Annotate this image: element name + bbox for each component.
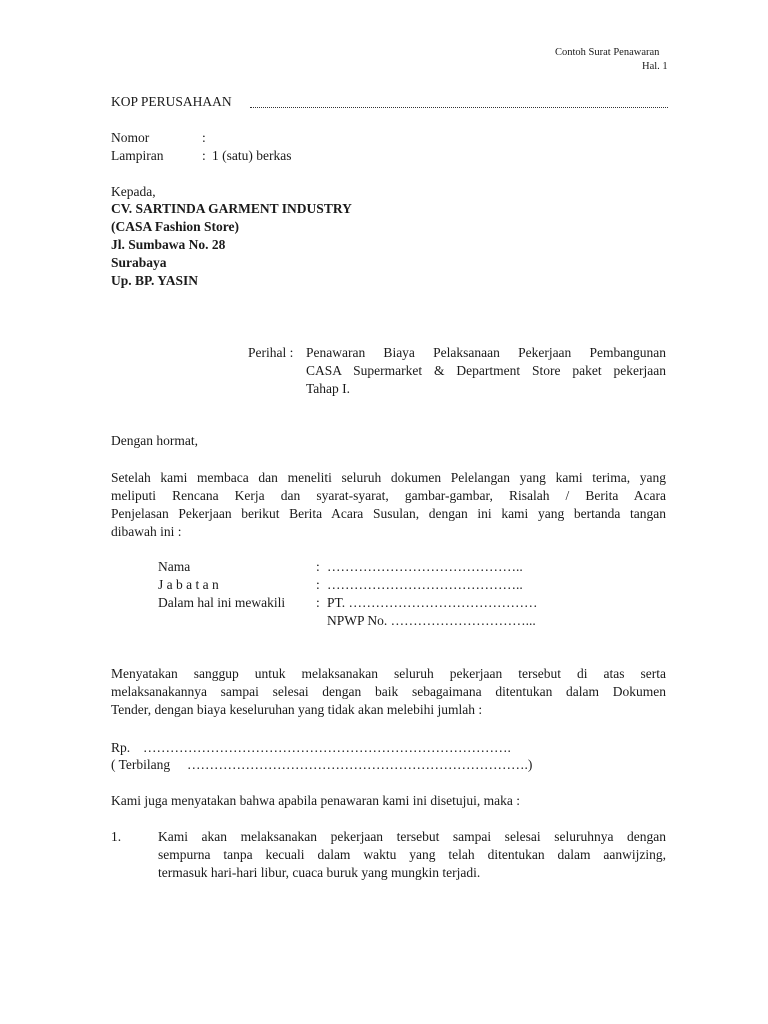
- jabatan-field: ……………………………………..: [327, 577, 523, 592]
- item-1-line-3: termasuk hari-hari libur, cuaca buruk yang mungkin terjadi.: [158, 865, 481, 880]
- para3: Kami juga menyatakan bahwa apabila penawaran kami ini disetujui, maka :: [111, 793, 520, 808]
- wakil-label: Dalam hal ini mewakili: [158, 595, 286, 610]
- wakil-colon: :: [316, 595, 320, 610]
- item-1-number: 1.: [111, 829, 122, 844]
- letterhead-dotted-line: [250, 107, 668, 108]
- lampiran-value: 1 (satu) berkas: [212, 148, 292, 163]
- nomor-label: Nomor: [111, 130, 150, 145]
- recipient-store: (CASA Fashion Store): [111, 219, 240, 234]
- perihal-line-1: Penawaran Biaya Pelaksanaan Pekerjaan Pembangunan: [306, 345, 666, 360]
- rp-label: Rp.: [111, 740, 131, 755]
- para2-line-1: Menyatakan sanggup untuk melaksanakan seluruh pekerjaan tersebut di atas serta: [111, 666, 666, 681]
- nama-label: Nama: [158, 559, 191, 574]
- header-page-number: Hal. 1: [642, 61, 668, 72]
- recipient-kepada: Kepada,: [111, 184, 156, 199]
- greeting: Dengan hormat,: [111, 433, 198, 448]
- perihal-line-2: CASA Supermarket & Department Store paket pekerjaan: [306, 363, 666, 378]
- nama-colon: :: [316, 559, 320, 574]
- rp-field: ……………………………………………………………………….: [143, 740, 511, 755]
- npwp-field: NPWP No. …………………………...: [327, 613, 536, 628]
- para1-line-3: Penjelasan Pekerjaan berikut Berita Acara Susulan, dengan ini kami yang bertanda tangan: [111, 506, 666, 521]
- para2-line-2: melaksanakannya sampai selesai dengan baik sebagaimana ditentukan dalam Dokumen: [111, 684, 666, 699]
- recipient-street: Jl. Sumbawa No. 28: [111, 237, 226, 252]
- company-field: PT. ……………………………………: [327, 595, 538, 610]
- item-1-line-1: Kami akan melaksanakan pekerjaan tersebut sampai selesai seluruhnya dengan: [158, 829, 666, 844]
- perihal-label: Perihal :: [248, 345, 294, 360]
- lampiran-label: Lampiran: [111, 148, 164, 163]
- header-title: Contoh Surat Penawaran: [555, 47, 660, 58]
- lampiran-colon: :: [202, 148, 206, 163]
- nomor-colon: :: [202, 130, 206, 145]
- recipient-company: CV. SARTINDA GARMENT INDUSTRY: [111, 201, 352, 216]
- recipient-attention: Up. BP. YASIN: [111, 273, 199, 288]
- letterhead-placeholder: KOP PERUSAHAAN: [111, 94, 232, 109]
- para1-line-1: Setelah kami membaca dan meneliti seluruh dokumen Pelelangan yang kami terima, yang: [111, 470, 666, 485]
- terbilang-label: ( Terbilang: [111, 757, 171, 772]
- perihal-line-3: Tahap I.: [306, 381, 351, 396]
- item-1-line-2: sempurna tanpa kecuali dalam waktu yang telah ditentukan dalam aanwijzing,: [158, 847, 666, 862]
- para1-line-2: meliputi Rencana Kerja dan syarat-syarat, gambar-gambar, Risalah / Berita Acara: [111, 488, 666, 503]
- jabatan-colon: :: [316, 577, 320, 592]
- para1-line-4: dibawah ini :: [111, 524, 182, 539]
- para2-line-3: Tender, dengan biaya keseluruhan yang tidak akan melebihi jumlah :: [111, 702, 483, 717]
- recipient-city: Surabaya: [111, 255, 167, 270]
- terbilang-field: ………………………………………………………………….): [187, 757, 533, 772]
- jabatan-label: J a b a t a n: [158, 577, 219, 592]
- nama-field: ……………………………………..: [327, 559, 523, 574]
